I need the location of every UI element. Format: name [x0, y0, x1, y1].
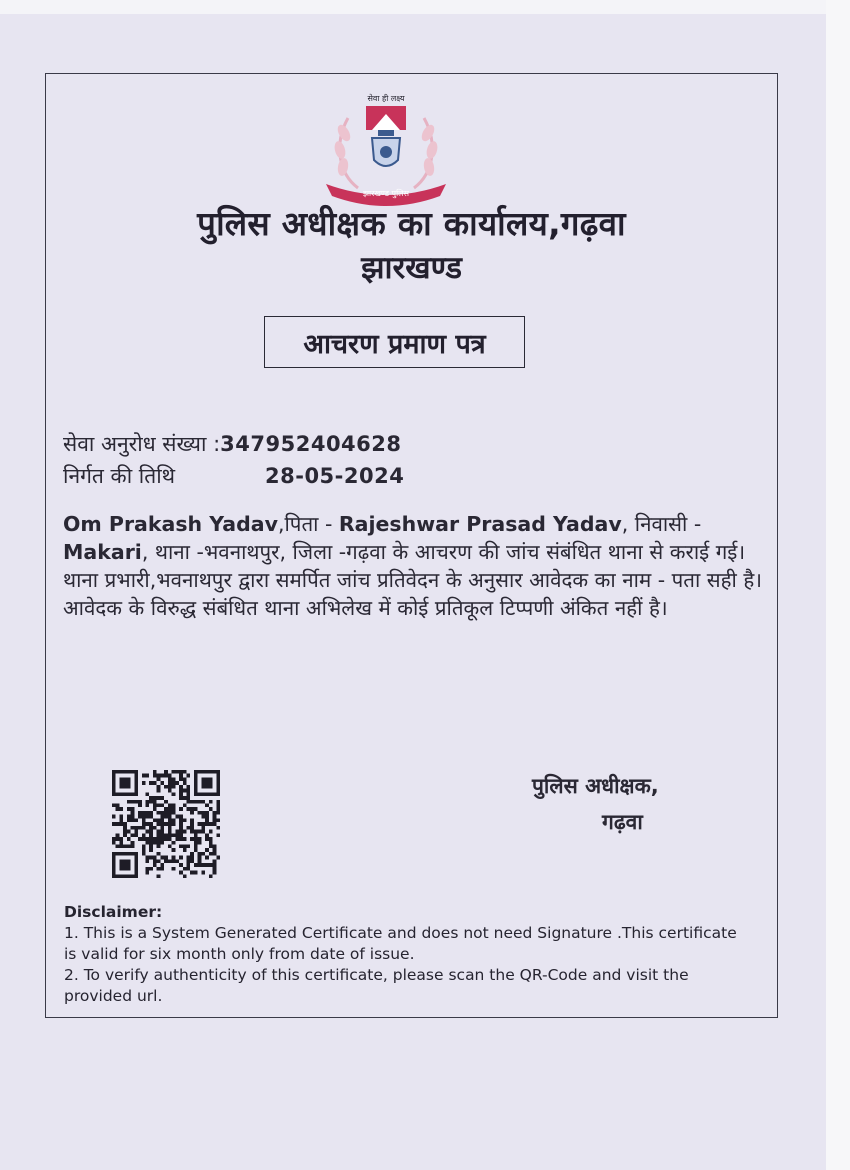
state-title: झारखण्ड [361, 250, 462, 286]
village-name: Makari [63, 540, 142, 564]
issue-date-label: निर्गत की तिथि [63, 464, 176, 488]
issue-date-row [63, 462, 404, 490]
office-title: पुलिस अधीक्षक का कार्यालय,गढ़वा [197, 204, 626, 243]
disclaimer-point-1: 1. This is a System Generated Certificate and does not need Signature .This certificate is valid for six month only from date of issue. [64, 924, 737, 963]
issue-date-value: 28-05-2024 [265, 464, 405, 488]
applicant-name: Om Prakash Yadav [63, 512, 278, 536]
disclaimer [64, 902, 744, 1007]
request-number-row [63, 430, 402, 458]
disclaimer-heading: Disclaimer: [64, 903, 163, 921]
request-number-label: सेवा अनुरोध संख्या : [63, 432, 221, 456]
father-label: ,पिता - [277, 512, 339, 536]
father-name: Rajeshwar Prasad Yadav [338, 512, 622, 536]
verification-qr-code[interactable] [112, 770, 220, 878]
emblem-motto: सेवा ही लक्ष्य [367, 94, 405, 103]
resident-label: , निवासी - [621, 512, 702, 536]
certificate-title: आचरण प्रमाण पत्र [264, 316, 525, 368]
signatory-district: गढ़वा [602, 810, 643, 834]
request-number-value: 347952404628 [220, 432, 402, 456]
certificate-body [63, 510, 763, 622]
jharkhand-police-emblem [318, 88, 454, 212]
signatory-designation: पुलिस अधीक्षक, [532, 774, 659, 798]
disclaimer-point-2: 2. To verify authenticity of this certificate, please scan the QR-Code and visit the provided url. [64, 966, 689, 1005]
scan-margin [826, 0, 850, 1170]
body-statement: , थाना -भवनाथपुर, जिला -गढ़वा के आचरण की जांच संबंधित थाना से कराई गई। थाना प्रभारी,भवनाथपुर द्वारा समर्पित जांच प्रतिवेदन के अनुसार आवेदक का नाम - पता सही है। आवेदक के विरुद्ध संबंधित थाना अभिलेख में कोई प्रतिकूल टिप्पणी अंकित नहीं है। [63, 540, 763, 620]
emblem-ribbon-text: झारखण्ड पुलिस [362, 189, 410, 198]
